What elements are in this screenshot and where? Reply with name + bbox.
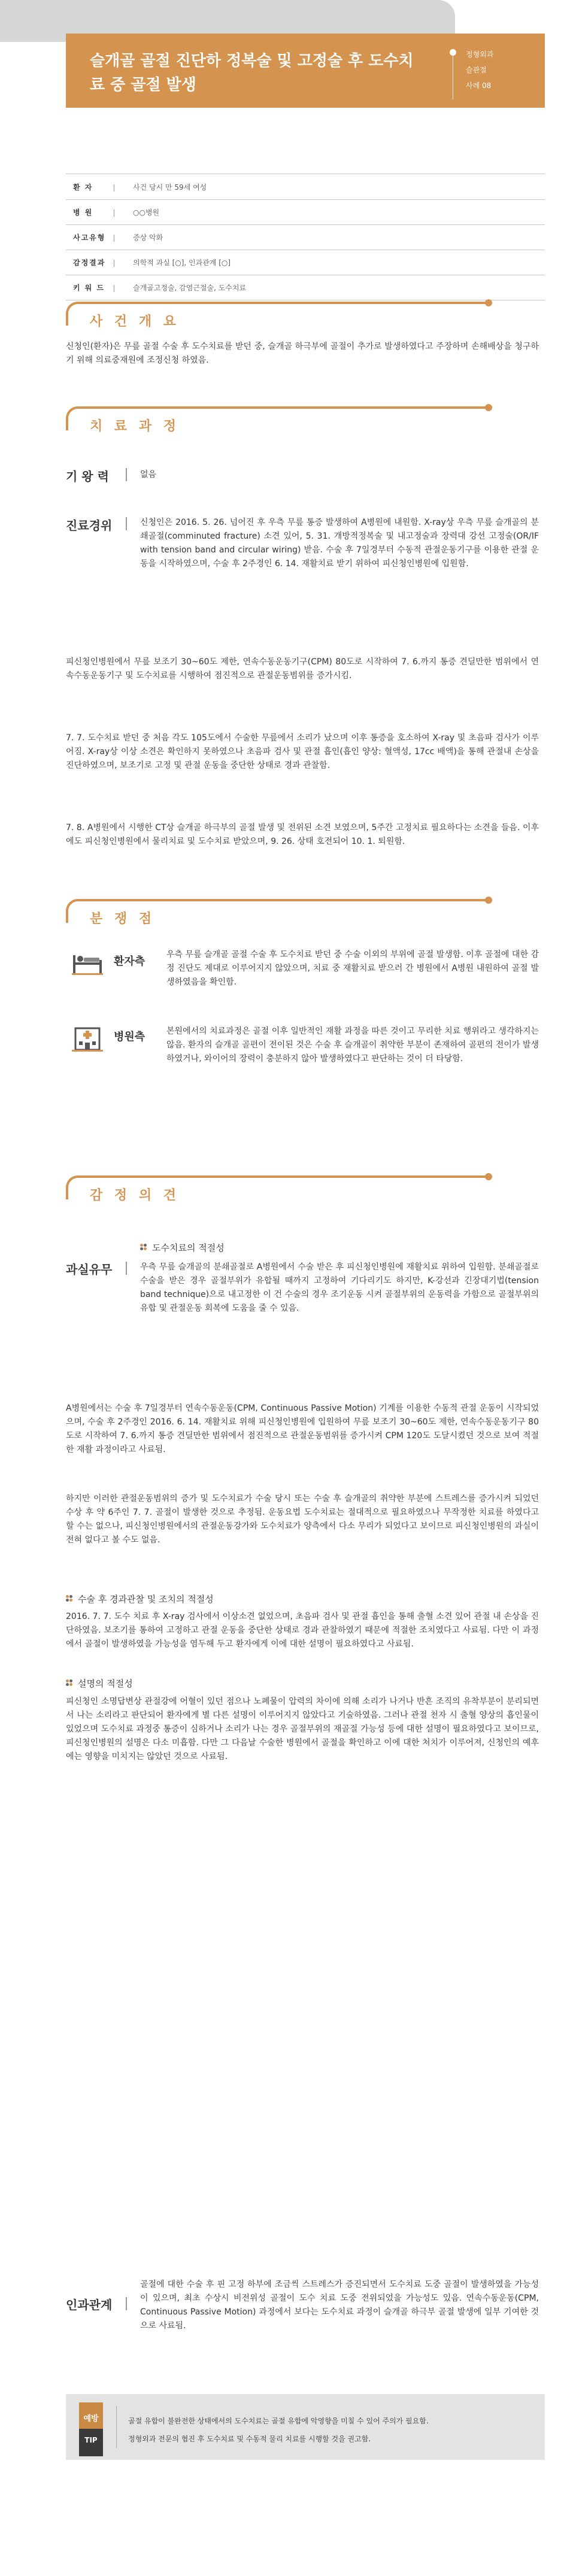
info-row-hospital [66, 207, 545, 221]
history-value: 없음 [140, 470, 157, 479]
section-hook [66, 1175, 81, 1199]
causation-label: 인과관계 [66, 2298, 113, 2312]
info-value: 사건 당시 만 59세 여성 [133, 183, 207, 192]
hospital-building-icon [71, 1023, 104, 1053]
section-bar [80, 1175, 487, 1178]
info-key: 병 원 [73, 208, 93, 217]
course-paragraph-2: 피신청인병원에서 무릎 보조기 30~60도 제한, 연속수동운동기구(CPM) 80도로 시작하여 7. 6.까지 통증 견딜만한 범위에서 연속수동운동기구 및 도수치료를 시행하여 점진적으로 관절운동범위를 증가시킴. [66, 657, 539, 681]
category-case-number: 사례 08 [466, 81, 492, 90]
patient-position-text: 우측 무릎 슬개골 골절 수술 후 도수치료 받던 중 수술 이외의 부위에 골절 발생함. 이후 골절에 대한 감정 진단도 제대로 이루어지지 않았으며, 치료 중 재활치료 받으러 간 병원에서 A병원 내원하여 골절 발생하였음을 확인함. [166, 950, 539, 987]
section-ball [485, 897, 492, 904]
category-department: 정형외과 [466, 50, 494, 59]
category-dot [450, 49, 456, 56]
negligence-label: 과실유무 [66, 1262, 113, 1277]
tip-badge-top-label: 예방 [83, 2414, 99, 2423]
patient-bed-icon [71, 947, 104, 977]
info-key: 키 워 드 [73, 284, 105, 292]
info-row-result [66, 257, 545, 272]
section-hook [66, 406, 81, 430]
subsection-title-followup: 수술 후 경과관찰 및 조치의 적절성 [78, 1594, 214, 1605]
subsection-bullet-icon [66, 1595, 73, 1602]
history-label: 기 왕 력 [66, 469, 109, 484]
info-value: ○○병원 [133, 208, 160, 217]
course-paragraph-4: 7. 8. A병원에서 시행한 CT상 슬개골 하극부의 골절 발생 및 전위된 소견 보였으며, 5주간 고정치료 필요하다는 소견을 들음. 이후에도 피신청인병원에서 물리치료 및 도수치료 받았으며, 9. 26. 상태 호전되어 10. 1. 퇴원함. [66, 823, 539, 846]
patient-label: 환자측 [114, 955, 145, 968]
section-title: 감 정 의 견 [90, 1188, 180, 1203]
section-hook [66, 899, 81, 923]
subsection-title-manual-therapy: 도수치료의 적절성 [152, 1243, 225, 1253]
info-key: 환 자 [73, 183, 93, 192]
causation-text: 골절에 대한 수술 후 핀 고정 하부에 조금씩 스트레스가 증진되면서 도수치료 도중 골절이 발생하였을 가능성이 있으며, 최초 수상시 비전위성 골절이 도수 치료 도중 전위되었을 가능성도 있음. 연속수동운동(CPM, Continuous Passive Motion) 과정에서 보다는 도수치료 과정이 슬개골 하극부 골절 발생에 일부 기여한 것으로 사료됨. [140, 2280, 539, 2331]
tip-line-2: 정형외과 전문의 협진 후 도수치료 및 수동적 물리 치료를 시행할 것을 권고함. [128, 2435, 371, 2443]
category-body-part: 슬관절 [466, 66, 487, 74]
info-key: 감정결과 [73, 259, 106, 267]
hospital-position-text: 본원에서의 치료과정은 골절 이후 일반적인 재활 과정을 따른 것이고 무리한 치료 행위라고 생각하지는 않음. 환자의 슬개골 골편이 전이된 것은 수술 후 슬개골이 취약한 부분이 존재하여 골편의 전이가 발생하였거나, 와이어의 장력이 충분하지 않아 발생하였다고 판단하는 것이 더 타당함. [166, 1026, 539, 1064]
tip-badge-bottom-label: TIP [84, 2436, 98, 2444]
info-key: 사고유형 [73, 233, 106, 242]
label-bar [126, 517, 127, 530]
case-header [66, 34, 545, 108]
hospital-label: 병원측 [114, 1031, 145, 1043]
section-title: 치 료 과 정 [90, 419, 180, 434]
label-bar [126, 468, 127, 481]
label-bar [126, 2297, 127, 2310]
opinion-s2-paragraph: 2016. 7. 7. 도수 치료 후 X-ray 검사에서 이상소견 없었으며, 초음파 검사 및 관절 흡인을 통해 출혈 소견 있어 관절 내 손상을 진단하였음. 보조기를 통하여 고정하고 관절 운동을 중단한 상태로 경과 관찰하였기 때문에 적절한 조치였다고 사료됨. 다만 이 과정에서 골절이 발생하였을 가능성을 염두해 두고 환자에게 이에 대한 설명이 필요하였다고 사료됨. [66, 1612, 539, 1649]
prevention-tip-box [66, 2394, 545, 2460]
divider [66, 199, 545, 200]
info-value: 의학적 과실 [○], 인과관계 [○] [133, 259, 231, 267]
section-header-course [66, 392, 491, 434]
tip-divider [116, 2406, 117, 2448]
info-value: 증상 악화 [133, 233, 163, 242]
section-title: 분 쟁 점 [90, 912, 156, 926]
label-bar [126, 1262, 127, 1275]
tip-line-1: 골절 유합이 불완전한 상태에서의 도수치료는 골절 유합에 악영향을 미칠 수 있어 주의가 필요함. [128, 2417, 429, 2425]
opinion-s1-paragraph-3: 하지만 이러한 관절운동범위의 증가 및 도수치료가 수술 당시 또는 수술 후 슬개골의 취약한 부분에 스트레스를 증가시켜 되었던 수상 후 약 6주인 7. 7. 골절이 발생한 것으로 추정됨. 운동요법 도수치료는 절대적으로 필요하였으나 무작정한 치료를 하였다고 할 수는 없으나, 피신청인병원에서의 관절운동강가와 도수치료가 양측에서 다소 무리가 되었다고 보이므로 피신청인병원의 과실이 전혀 없다고 볼 수도 없음. [66, 1494, 539, 1545]
section-ball [485, 1173, 492, 1180]
section-ball [485, 404, 492, 411]
section-hook [66, 302, 81, 326]
section-bar [80, 406, 487, 409]
subsection-title-explanation: 설명의 적절성 [78, 1678, 133, 1689]
subsection-bullet-icon [66, 1679, 73, 1687]
section-header-dispute [66, 885, 491, 926]
section-header-opinion [66, 1161, 491, 1203]
info-value: 슬개골고정술, 감염근절술, 도수치료 [133, 284, 247, 292]
subsection-bullet-icon [140, 1244, 147, 1251]
info-row-patient [66, 182, 545, 196]
section-header-summary [66, 287, 491, 329]
info-row-accident-type [66, 232, 545, 247]
opinion-s3-paragraph: 피신청인 소명답변상 관절강에 어혈이 있던 점으나 노폐물이 압력의 차이에 의해 소리가 나거나 반흔 조직의 유착부분이 분리되면서 나는 소리라고 판단되어 환자에게 별 다른 설명이 이루어지지 않았다고 기술하였음. 그러나 관절 천자 시 출혈 양상의 흡인물이 있었으며 도수치료 과정중 통증이 심하거나 소리가 나는 경우 골절부위의 재골절 가능성 등에 대한 설명이 필요하였다고 보이므로, 피신청인병원의 설명은 다소 미흡함. 다만 그 다음날 수술한 병원에서 골절을 확인하고 이에 대한 처치가 이루어져, 신청인의 예후에는 영향을 미치지는 않았던 것으로 사료됨. [66, 1697, 539, 1761]
section-ball [485, 299, 492, 306]
summary-text: 신청인(환자)은 무릎 골절 수술 후 도수치료를 받던 중, 슬개골 하극부에 골절이 추가로 발생하였다고 주장하며 손해배상을 청구하기 위해 의료중재원에 조정신청 하였음. [66, 342, 539, 365]
section-bar [80, 899, 487, 901]
opinion-s1-paragraph-2: A병원에서는 수술 후 7일경부터 연속수동운동(CPM, Continuous Passive Motion) 기계를 이용한 수동적 관절 운동이 시작되었으며, 수술 후 2주경인 2016. 6. 14. 재활치료 위해 피신청인병원에 입원하여 무릎 보조기 30~60도 제한, 연속수동운동기구 80도로 시작하여 7. 6.까지 통증 견딜만한 범위에서 점진적으로 관절운동범위를 증가시켜 CPM 120도 도달시켰던 것으로 보여 적절한 재활 과정이라고 사료됨. [66, 1404, 539, 1454]
course-paragraph-3: 7. 7. 도수치료 받던 중 처음 각도 105도에서 수술한 무릎에서 소리가 났으며 이후 통증을 호소하여 X-ray 및 초음파 검사가 이루어짐. X-ray상 이상 소견은 확인하지 못하였으나 초음파 검사 및 관절 흡인(흡인 양상: 혈액성, 17cc 배액)을 통해 관절내 손상을 진단하였으며, 보조기로 고정 및 관절 운동을 중단한 상태로 경과 관찰함. [66, 733, 539, 770]
section-title: 사 건 개 요 [90, 314, 180, 329]
course-paragraph-1: 신청인은 2016. 5. 26. 넘어진 후 우측 무릎 통증 발생하여 A병원에 내원함. X-ray상 우측 무릎 슬개골의 분쇄골절(comminuted fracture) 소견 있어, 5. 31. 개방적정복술 및 내고정술과 장력대 강선 고정술(OR/IF with tension band and circular wiring) 받음. 수술 후 7일경부터 수동적 관절운동기구를 이용한 관절 운동을 시작하였으며, 수술 후 2주경인 6. 14. 재활치료 받기 위하여 피신청인병원에 입원함. [140, 518, 539, 569]
section-bar [80, 302, 487, 304]
divider [66, 224, 545, 225]
opinion-s1-paragraph-1: 우측 무릎 슬개골의 분쇄골절로 A병원에서 수술 받은 후 피신청인병원에 재활치료 위하여 입원함. 분쇄골절로 수술을 받은 경우 골절부위가 유합될 때까지 고정하여 기다리기도 하지만, K-강선과 긴장대기법(tension band technique)으로 내고정한 이 건 수술의 경우 조기운동 시켜 골절부위의 운동력을 가함으로 골절부위의 유합 및 관절운동 회복에 도움을 줄 수 있음. [140, 1262, 539, 1313]
case-title: 슬개골 골절 진단하 정복술 및 고정술 후 도수치료 중 골절 발생 [90, 52, 414, 94]
details-label: 진료경위 [66, 518, 113, 533]
